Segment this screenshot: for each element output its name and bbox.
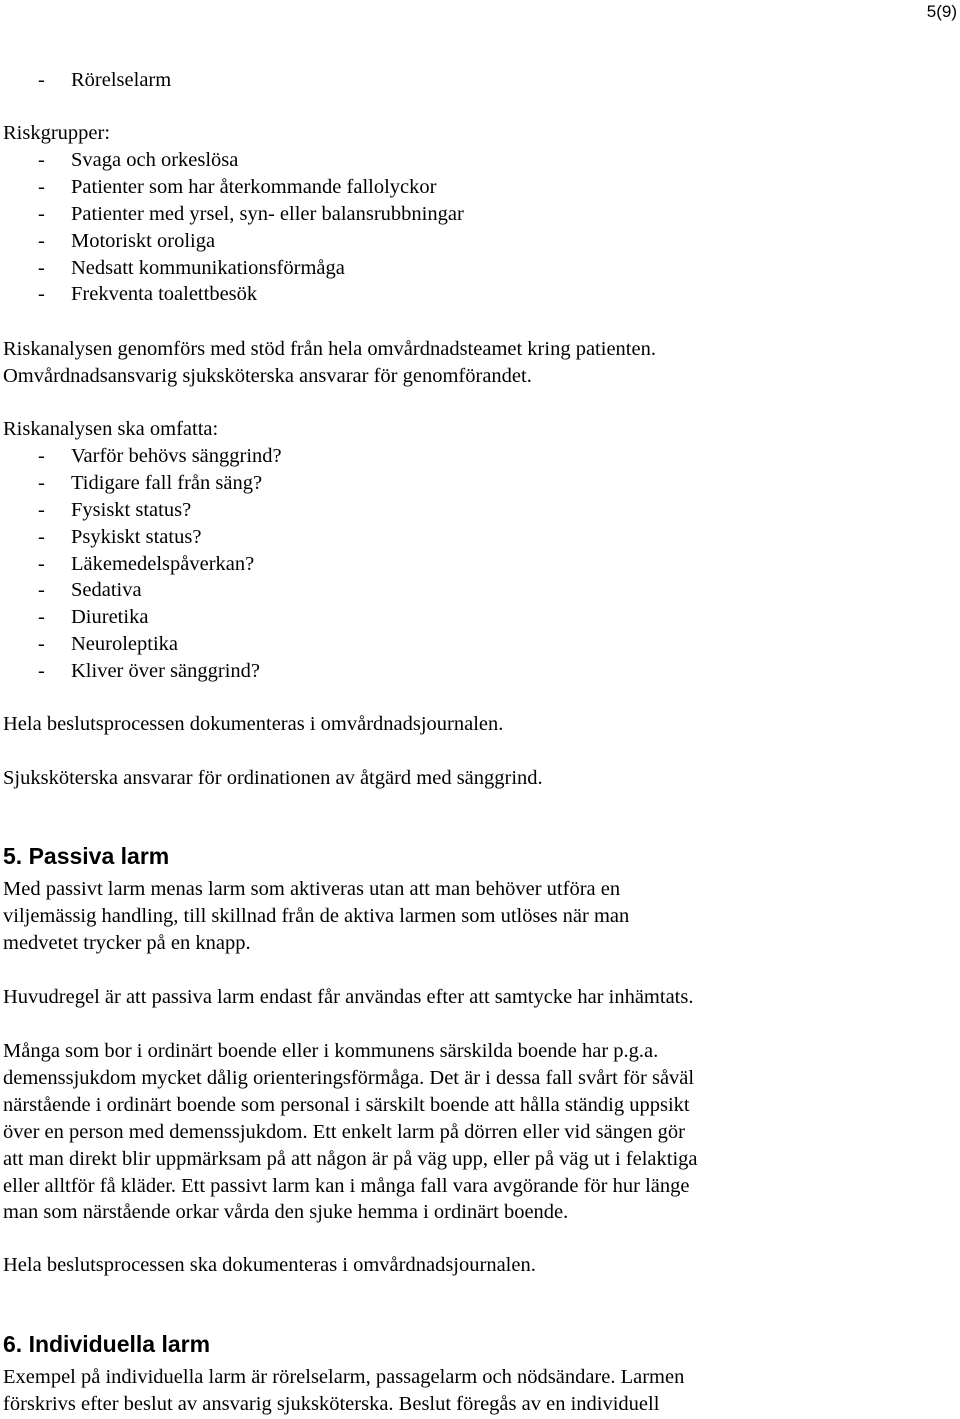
- list-item: - Motoriskt oroliga: [38, 229, 216, 252]
- risk-analysis-paragraph: [3, 336, 943, 390]
- section-5-paragraph-2: [3, 984, 943, 1011]
- nurse-responsibility-paragraph: [3, 765, 943, 792]
- paragraph-line: att man direkt blir uppmärksam på att någon är på väg upp, eller på väg ut i felaktiga: [3, 1147, 698, 1170]
- list-item: - Diuretika: [38, 606, 149, 629]
- paragraph-line: demenssjukdom mycket dålig orienteringsförmåga. Det är i dessa fall svårt för såväl: [3, 1066, 695, 1089]
- list-item: - Sedativa: [38, 579, 142, 602]
- paragraph-line: förskrivs efter beslut av ansvarig sjuksköterska. Beslut föregås av en individuell: [3, 1392, 660, 1415]
- documentation-note-paragraph: [3, 711, 943, 738]
- section-5-paragraph-3: [3, 1038, 943, 1226]
- list-item: - Rörelselarm: [38, 69, 172, 91]
- section-5-paragraph-4: [3, 1252, 943, 1279]
- list-item: - Neuroleptika: [38, 633, 179, 656]
- paragraph-line: Sjuksköterska ansvarar för ordinationen av åtgärd med sänggrind.: [3, 767, 543, 789]
- paragraph-line: Exempel på individuella larm är rörelselarm, passagelarm och nödsändare. Larmen: [3, 1366, 685, 1388]
- list-item: - Varför behövs sänggrind?: [38, 444, 282, 467]
- list-item: - Patienter som har återkommande fallolyckor: [38, 175, 437, 198]
- section-heading: 6. Individuella larm: [3, 1331, 211, 1357]
- list-item: - Frekventa toalettbesök: [38, 283, 258, 306]
- paragraph-line: viljemässig handling, till skillnad från de aktiva larmen som utlöses när man: [3, 904, 630, 927]
- paragraph-line: närstående i ordinärt boende som personal i särskilt boende att hålla ständig uppsikt: [3, 1093, 690, 1116]
- list-item: - Fysiskt status?: [38, 498, 192, 521]
- risk-groups-title: Riskgrupper:: [3, 122, 111, 144]
- section-heading: 5. Passiva larm: [3, 843, 170, 869]
- list-item: - Nedsatt kommunikationsförmåga: [38, 256, 345, 279]
- list-item: - Kliver över sänggrind?: [38, 660, 260, 683]
- section-5-paragraph-1: [3, 876, 943, 957]
- list-item: - Svaga och orkeslösa: [38, 148, 239, 171]
- list-item: - Läkemedelspåverkan?: [38, 552, 255, 575]
- list-item: - Tidigare fall från säng?: [38, 471, 263, 494]
- paragraph-line: Många som bor i ordinärt boende eller i kommunens särskilda boende har p.g.a.: [3, 1040, 659, 1062]
- risk-groups-section: [3, 120, 943, 308]
- risk-analysis-scope-title: Riskanalysen ska omfatta:: [3, 418, 219, 440]
- intro-list: [3, 67, 943, 94]
- list-item: - Psykiskt status?: [38, 525, 202, 548]
- paragraph-line: Omvårdnadsansvarig sjuksköterska ansvarar för genomförandet.: [3, 364, 532, 387]
- paragraph-line: Huvudregel är att passiva larm endast får användas efter att samtycke har inhämtats.: [3, 986, 694, 1008]
- paragraph-line: över en person med demenssjukdom. Ett enkelt larm på dörren eller vid sängen gör: [3, 1120, 685, 1143]
- paragraph-line: man som närstående orkar vårda den sjuke hemma i ordinärt boende.: [3, 1201, 569, 1224]
- paragraph-line: medvetet trycker på en knapp.: [3, 931, 251, 954]
- risk-analysis-scope-section: [3, 416, 943, 685]
- paragraph-line: eller alltför få kläder. Ett passivt larm kan i många fall vara avgörande för hur länge: [3, 1174, 690, 1197]
- section-6-paragraph-1: [3, 1364, 943, 1418]
- page-number: 5(9): [926, 2, 957, 21]
- paragraph-line: Med passivt larm menas larm som aktiveras utan att man behöver utföra en: [3, 878, 621, 900]
- paragraph-line: Hela beslutsprocessen dokumenteras i omvårdnadsjournalen.: [3, 713, 504, 735]
- list-item: - Patienter med yrsel, syn- eller balansrubbningar: [38, 202, 464, 225]
- paragraph-line: Hela beslutsprocessen ska dokumenteras i omvårdnadsjournalen.: [3, 1254, 536, 1276]
- paragraph-line: Riskanalysen genomförs med stöd från hela omvårdnadsteamet kring patienten.: [3, 338, 656, 360]
- section-6: [3, 1331, 943, 1357]
- section-5: [3, 843, 943, 869]
